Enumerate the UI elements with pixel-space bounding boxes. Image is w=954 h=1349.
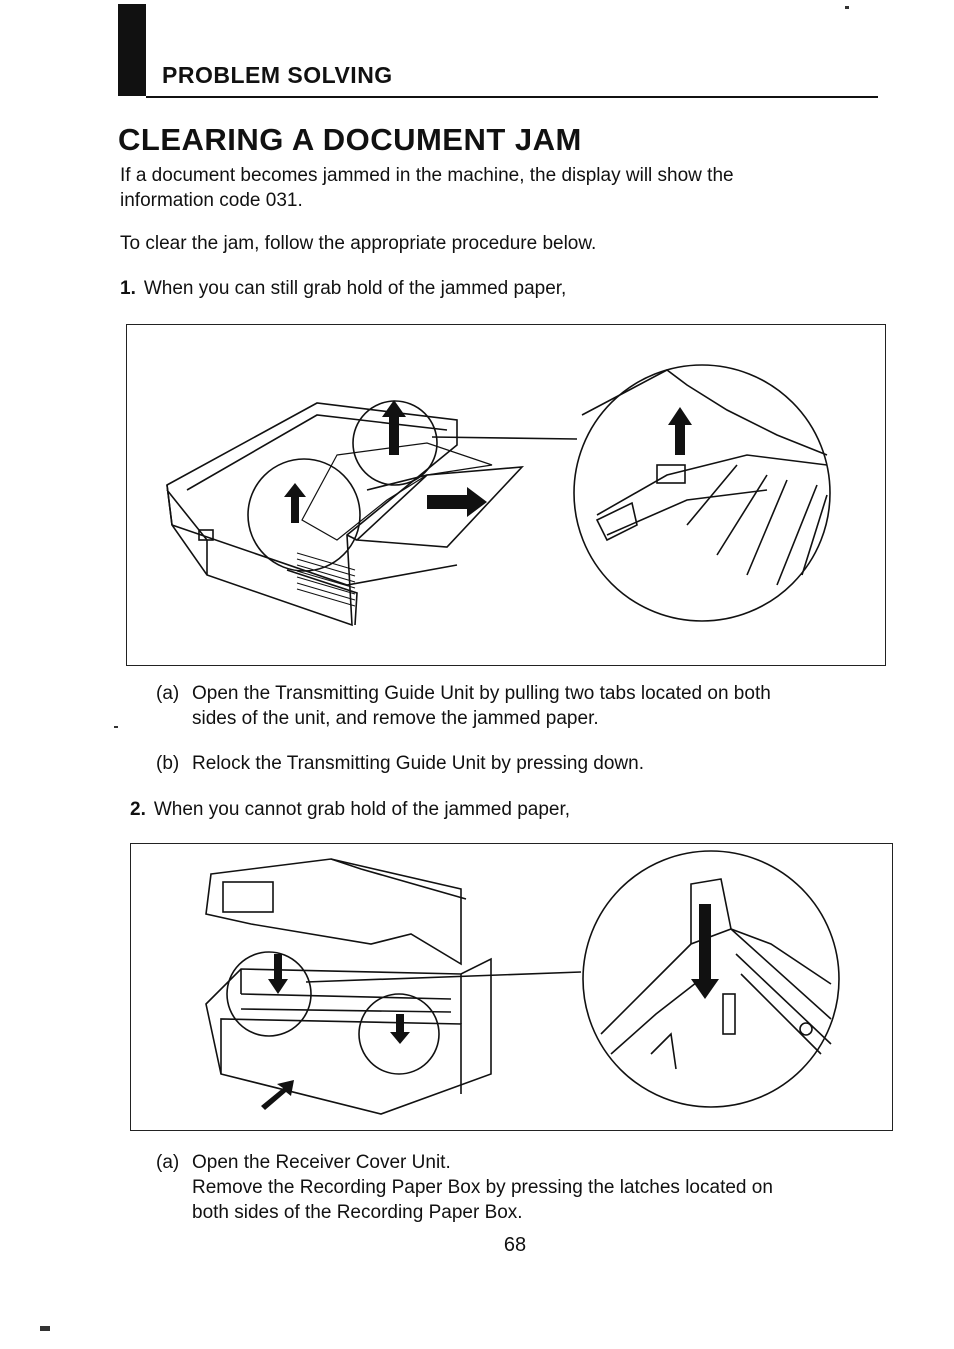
step-2-substep-a-line-3: both sides of the Recording Paper Box. (192, 1202, 523, 1223)
scan-speck (114, 726, 118, 728)
figure-2-receiver-cover-unit (130, 843, 893, 1131)
figure-1-illustration (127, 325, 885, 665)
step-1 (120, 276, 566, 301)
step-2-substep-a-line-2: Remove the Recording Paper Box by pressing the latches located on (192, 1177, 773, 1198)
step-2-substep-a (156, 1150, 773, 1225)
step-2-substep-a-marker: (a) (156, 1152, 180, 1173)
step-1-substep-b (156, 751, 644, 776)
step-2-text: When you cannot grab hold of the jammed paper, (153, 799, 571, 820)
section-tab-marker (118, 4, 146, 96)
clear-instruction: To clear the jam, follow the appropriate procedure below. (120, 233, 597, 254)
step-1-text: When you can still grab hold of the jammed paper, (143, 278, 567, 299)
step-1-substep-a-line-1: Open the Transmitting Guide Unit by pulling two tabs located on both (192, 683, 771, 704)
intro-line-2: information code 031. (120, 190, 303, 211)
step-2 (130, 797, 570, 822)
step-1-substep-b-line-1: Relock the Transmitting Guide Unit by pressing down. (192, 753, 644, 774)
page-number: 68 (503, 1234, 527, 1256)
step-2-substep-a-line-1: Open the Receiver Cover Unit. (192, 1152, 451, 1173)
step-1-substep-a (156, 681, 771, 731)
intro-line-1: If a document becomes jammed in the machine, the display will show the (120, 165, 734, 186)
intro-paragraph (120, 163, 734, 213)
scan-speck (40, 1326, 50, 1331)
step-1-number: 1. (120, 278, 136, 299)
figure-2-illustration (131, 844, 892, 1130)
page-title: CLEARING A DOCUMENT JAM (118, 122, 582, 157)
figure-1-transmitting-guide-unit (126, 324, 886, 666)
step-1-substep-b-marker: (b) (156, 753, 180, 774)
step-2-number: 2. (130, 799, 146, 820)
section-header: PROBLEM SOLVING (162, 62, 393, 88)
header-rule (146, 96, 878, 98)
step-1-substep-a-marker: (a) (156, 683, 180, 704)
scan-speck (845, 6, 849, 9)
step-1-substep-a-line-2: sides of the unit, and remove the jammed paper. (192, 708, 599, 729)
